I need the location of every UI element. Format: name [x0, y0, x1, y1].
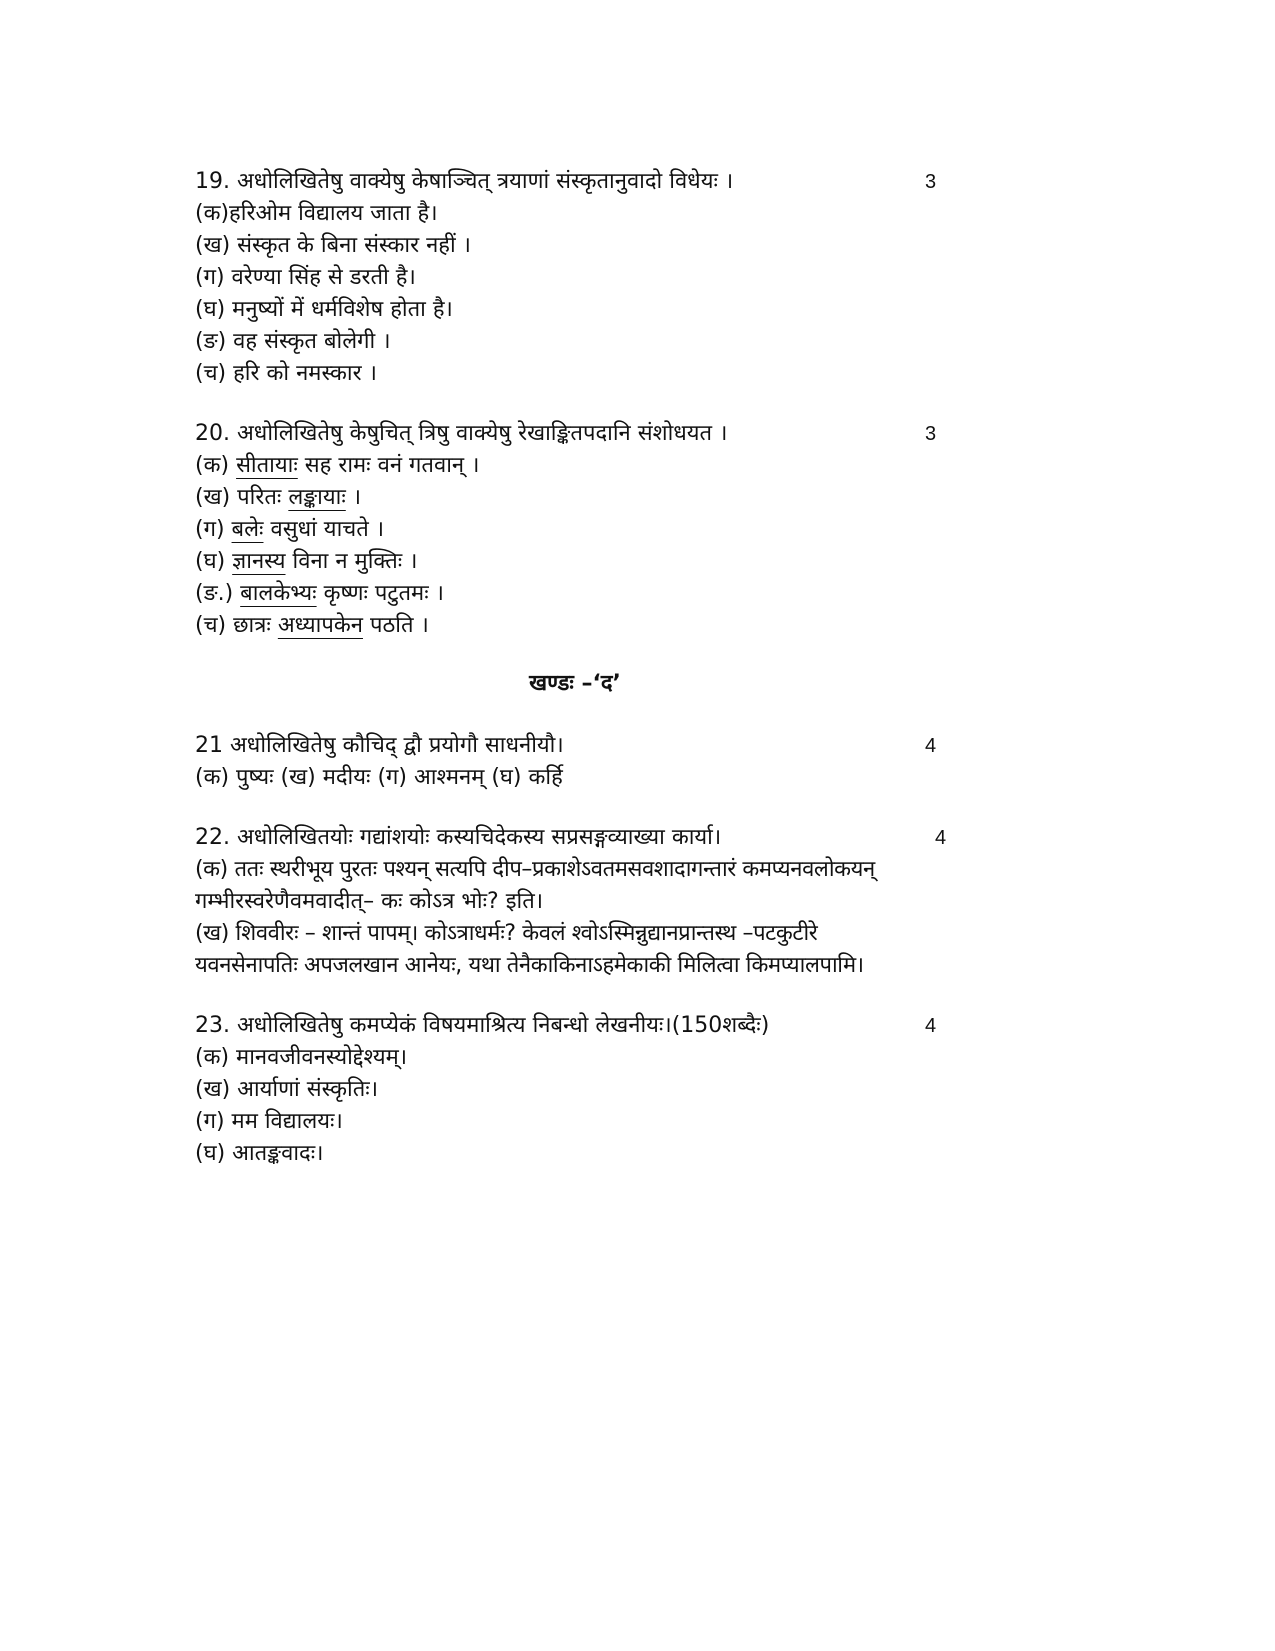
- underlined-word: ज्ञानस्य: [232, 549, 286, 574]
- q19-item: (घ) मनुष्यों में धर्मविशेष होता है।: [195, 297, 453, 322]
- q20-item: [195, 610, 1215, 642]
- item-text: (घ): [195, 549, 233, 574]
- item-text: (च) छात्रः: [195, 613, 278, 638]
- q19-marks: 3: [925, 171, 937, 193]
- q22-passage-line: (क) ततः स्थरीभूय पुरतः पश्यन् सत्यपि दीप–प्रकाशेऽवतमसवशादागन्तारं कमप्यनवलोकयन्: [195, 857, 875, 882]
- item-text: विना न मुक्तिः ।: [285, 549, 418, 574]
- q23-question: 23. अधोलिखितेषु कमप्येकं विषयमाश्रित्य निबन्धो लेखनीयः।(150शब्दैः): [195, 1013, 770, 1038]
- q23-marks: 4: [925, 1015, 937, 1037]
- q21-marks: 4: [925, 735, 937, 757]
- q22-marks: 4: [935, 827, 947, 849]
- q19-item: (क)हरिओम विद्यालय जाता है।: [195, 201, 438, 226]
- q21-item: (क) पुष्यः (ख) मदीयः (ग) आश्मनम् (घ) कर्हि: [195, 765, 563, 790]
- q20-item: [195, 578, 1215, 610]
- q21-question: 21 अधोलिखितेषु कौचिद् द्वौ प्रयोगौ साधनीयौ।: [195, 733, 564, 758]
- q20-item: [195, 482, 1215, 514]
- item-text: कृष्णः पटुतमः ।: [316, 581, 444, 606]
- item-text: (ग): [195, 517, 232, 542]
- underlined-word: अध्यापकेन: [277, 613, 363, 638]
- q20-item: [195, 450, 1215, 482]
- item-text: (ङ.): [195, 581, 241, 606]
- section-heading: खण्डः –‘द’: [529, 671, 621, 696]
- q22-passage-line: यवनसेनापतिः अपजलखान आनेयः, यथा तेनैकाकिनाऽहमेकाकी मिलित्वा किमप्यालपामि।: [195, 953, 864, 978]
- q22-passage-line: (ख) शिववीरः – शान्तं पापम्। कोऽत्राधर्मः? केवलं श्वोऽस्मिन्नुद्यानप्रान्तस्थ –पटकुटीरे: [195, 921, 818, 946]
- q22-question: 22. अधोलिखितयोः गद्यांशयोः कस्यचिदेकस्य सप्रसङ्गव्याख्या कार्या।: [195, 825, 722, 850]
- q23-item: (ग) मम विद्यालयः।: [195, 1109, 343, 1134]
- item-text: (क): [195, 453, 237, 478]
- q20-marks: 3: [925, 423, 937, 445]
- q19-item: (ख) संस्कृत के बिना संस्कार नहीं ।: [195, 233, 472, 258]
- q19-item: (च) हरि को नमस्कार ।: [195, 361, 377, 386]
- underlined-word: बलेः: [231, 517, 264, 542]
- item-text: (ख) परितः: [195, 485, 289, 510]
- underlined-word: बालकेभ्यः: [240, 581, 317, 606]
- q19-item: (ग) वरेण्या सिंह से डरती है।: [195, 265, 416, 290]
- q19-item: (ङ) वह संस्कृत बोलेगी ।: [195, 329, 391, 354]
- underlined-word: लङ्कायाः: [288, 485, 346, 510]
- q20-item: [195, 514, 1215, 546]
- item-text: ।: [345, 485, 362, 510]
- item-text: सह रामः वनं गतवान् ।: [297, 453, 480, 478]
- q23-item: (घ) आतङ्कवादः।: [195, 1141, 324, 1166]
- q20-item: [195, 546, 1215, 578]
- q20-question: 20. अधोलिखितेषु केषुचित् त्रिषु वाक्येषु रेखाङ्कितपदानि संशोधयत ।: [195, 421, 728, 446]
- q22-passage-line: गम्भीरस्वरेणैवमवादीत्– कः कोऽत्र भोः? इति।: [195, 889, 544, 914]
- item-text: पठति ।: [362, 613, 429, 638]
- item-text: वसुधां याचते ।: [263, 517, 385, 542]
- q23-item: (ख) आर्याणां संस्कृतिः।: [195, 1077, 379, 1102]
- q19-question: 19. अधोलिखितेषु वाक्येषु केषाञ्चित् त्रयाणां संस्कृतानुवादो विधेयः ।: [195, 169, 734, 194]
- underlined-word: सीतायाः: [236, 453, 298, 478]
- q23-item: (क) मानवजीवनस्योद्देश्यम्।: [195, 1045, 408, 1070]
